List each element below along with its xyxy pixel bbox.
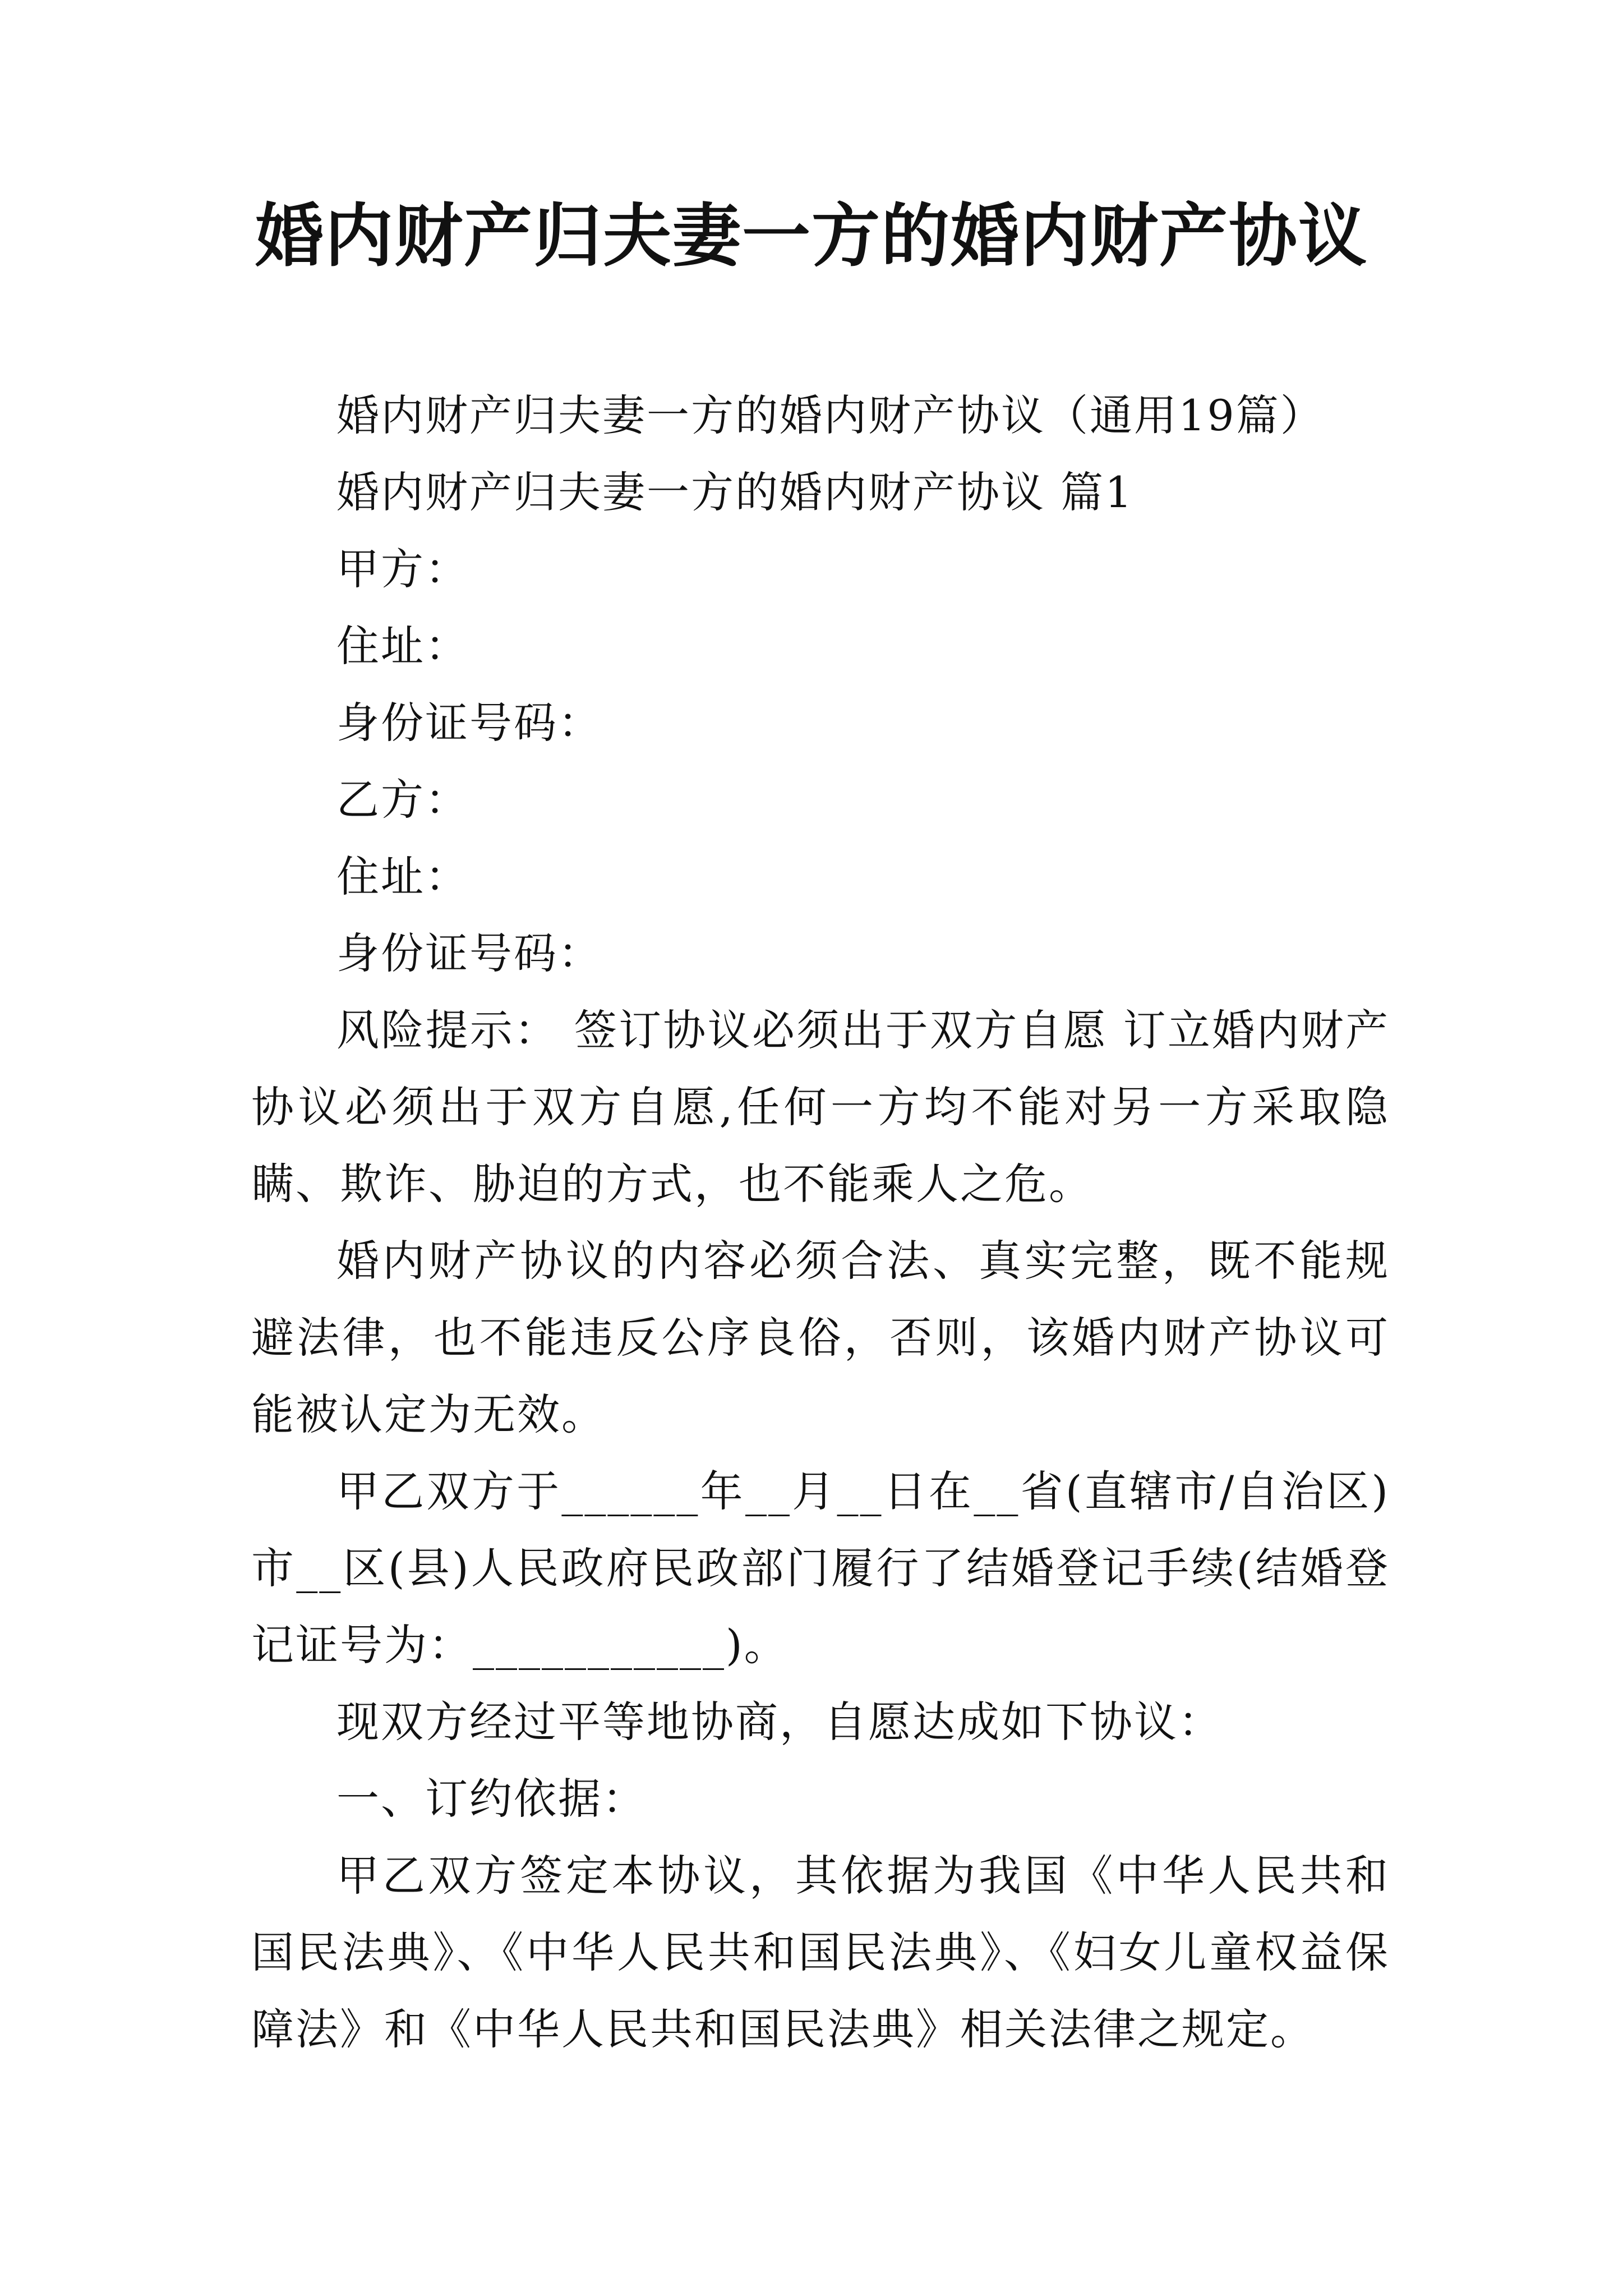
document-title: 婚内财产归夫妻一方的婚内财产协议	[255, 195, 1368, 276]
party-b-label: 乙方：	[336, 775, 469, 825]
party-a-label: 甲方：	[336, 544, 469, 594]
party-a-id-label: 身份证号码：	[336, 698, 602, 748]
legal-basis-paragraph: 甲乙双方签定本协议，其依据为我国《中华人民共和国民法典》、《中华人民共和国民法典》、《妇女儿童权益保障法》和《中华人民共和国民法典》相关法律之规定。	[251, 1851, 1390, 2054]
legality-paragraph: 婚内财产协议的内容必须合法、真实完整，既不能规避法律，也不能违反公序良俗，否则，该婚内财产协议可能被认定为无效。	[251, 1236, 1390, 1439]
marriage-registration-paragraph: 甲乙双方于______年__月__日在__省(直辖市/自治区)市__区(县)人民政府民政部门履行了结婚登记手续(结婚登记证号为：___________)。	[251, 1466, 1390, 1670]
risk-notice-paragraph: 风险提示： 签订协议必须出于双方自愿 订立婚内财产协议必须出于双方自愿,任何一方均不能对另一方采取隐瞒、欺诈、胁迫的方式，也不能乘人之危。	[251, 1005, 1390, 1209]
subtitle-line: 婚内财产归夫妻一方的婚内财产协议（通用19篇）	[336, 390, 1325, 440]
document-body	[251, 377, 1390, 2068]
section-heading: 婚内财产归夫妻一方的婚内财产协议 篇1	[336, 467, 1134, 517]
party-b-address-label: 住址：	[336, 852, 469, 901]
agreement-intro-paragraph: 现双方经过平等地协商，自愿达成如下协议：	[336, 1697, 1223, 1747]
party-a-address-label: 住址：	[336, 621, 469, 671]
clause-heading: 一、订约依据：	[336, 1774, 647, 1824]
party-b-id-label: 身份证号码：	[336, 928, 602, 978]
